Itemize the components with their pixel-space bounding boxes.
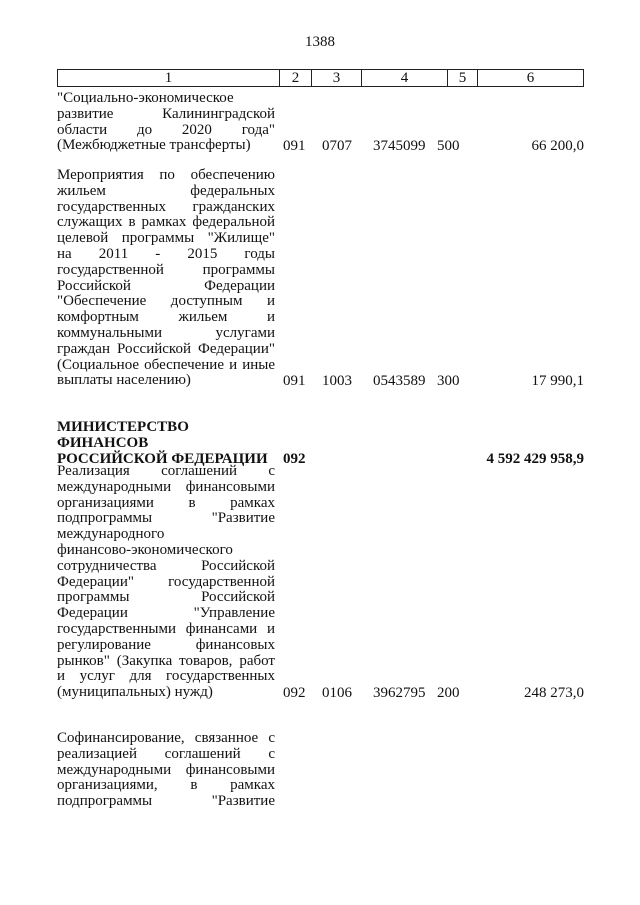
desc-line: реализацией соглашений с	[57, 745, 275, 762]
gov-code: 092	[283, 684, 306, 701]
desc-line: "Обеспечение доступным и	[57, 293, 275, 310]
page-number: 1388	[305, 34, 335, 50]
desc-line: целевой программы "Жилище"	[57, 230, 275, 247]
desc-line: "Социально-экономическое	[57, 90, 234, 106]
desc-line: Федерации "Управление	[57, 605, 275, 622]
table-row	[57, 731, 584, 810]
desc-line: государственными финансами и	[57, 620, 275, 637]
desc-line: Софинансирование, связанное с	[57, 730, 275, 746]
amount: 66 200,0	[531, 138, 584, 155]
desc-line: международными финансовыми	[57, 478, 275, 495]
desc-line: государственной программы	[57, 261, 275, 278]
ministry-row	[57, 420, 584, 467]
desc-line: финансово-экономического	[57, 541, 233, 558]
row-description	[57, 168, 275, 389]
table-row	[57, 464, 584, 701]
desc-line: развитие Калининградской	[57, 105, 275, 122]
header-col-5: 5	[448, 70, 478, 86]
desc-line: организациями, в рамках	[57, 777, 275, 794]
desc-line: международными финансовыми	[57, 761, 275, 778]
kind-code: 500	[437, 138, 460, 155]
header-col-1: 1	[58, 70, 280, 86]
table-row	[57, 91, 584, 154]
amount: 17 990,1	[531, 373, 584, 390]
table-row	[57, 168, 584, 389]
desc-line: (Социальное обеспечение и иные	[57, 356, 275, 373]
desc-line: комфортным жильем и	[57, 309, 275, 326]
gov-code: 091	[283, 138, 306, 155]
desc-line: коммунальными услугами	[57, 324, 275, 341]
amount: 4 592 429 958,9	[486, 451, 584, 468]
header-col-6: 6	[526, 70, 535, 86]
kind-code: 300	[437, 373, 460, 390]
desc-line: подпрограммы "Развитие	[57, 510, 275, 527]
header-col-4: 4	[362, 70, 448, 86]
desc-line: граждан Российской Федерации"	[57, 340, 275, 357]
gov-code: 091	[283, 373, 306, 390]
row-description	[57, 464, 275, 701]
gov-code: 092	[283, 451, 306, 468]
desc-line: программы Российской	[57, 589, 275, 606]
desc-line: области до 2020 года"	[57, 121, 275, 138]
desc-line: жильем федеральных	[57, 182, 275, 199]
target-code: 3745099	[373, 138, 426, 155]
section-code: 0106	[322, 684, 352, 701]
section-code: 0707	[322, 138, 352, 155]
header-col-2: 2	[280, 70, 312, 86]
desc-line: регулирование финансовых	[57, 636, 275, 653]
desc-line: государственных гражданских	[57, 198, 275, 215]
desc-line: служащих в рамках федеральной	[57, 214, 275, 231]
target-code: 3962795	[373, 684, 426, 701]
desc-line: Реализация соглашений с	[57, 463, 275, 479]
desc-line: на 2011 - 2015 годы	[57, 245, 275, 262]
desc-line: международного	[57, 526, 165, 543]
section-code: 1003	[322, 373, 352, 390]
desc-line: подпрограммы "Развитие	[57, 793, 275, 810]
desc-line: сотрудничества Российской	[57, 557, 275, 574]
desc-line: рынков" (Закупка товаров, работ	[57, 652, 275, 669]
desc-line: РОССИЙСКОЙ ФЕДЕРАЦИИ	[57, 450, 268, 467]
desc-line: Российской Федерации	[57, 277, 275, 294]
desc-line: (муниципальных) нужд)	[57, 684, 213, 701]
desc-line: выплаты населению)	[57, 372, 191, 389]
desc-line: МИНИСТЕРСТВО ФИНАНСОВ	[57, 419, 189, 451]
desc-line: Федерации" государственной	[57, 573, 275, 590]
table-header-row	[57, 69, 584, 87]
desc-line: организациями в рамках	[57, 494, 275, 511]
desc-line: и услуг для государственных	[57, 668, 275, 685]
target-code: 0543589	[373, 373, 426, 390]
amount: 248 273,0	[524, 684, 584, 701]
header-col-3: 3	[312, 70, 362, 86]
kind-code: 200	[437, 684, 460, 701]
row-description	[57, 731, 275, 810]
desc-line: Мероприятия по обеспечению	[57, 167, 275, 183]
desc-line: (Межбюджетные трансферты)	[57, 137, 251, 154]
